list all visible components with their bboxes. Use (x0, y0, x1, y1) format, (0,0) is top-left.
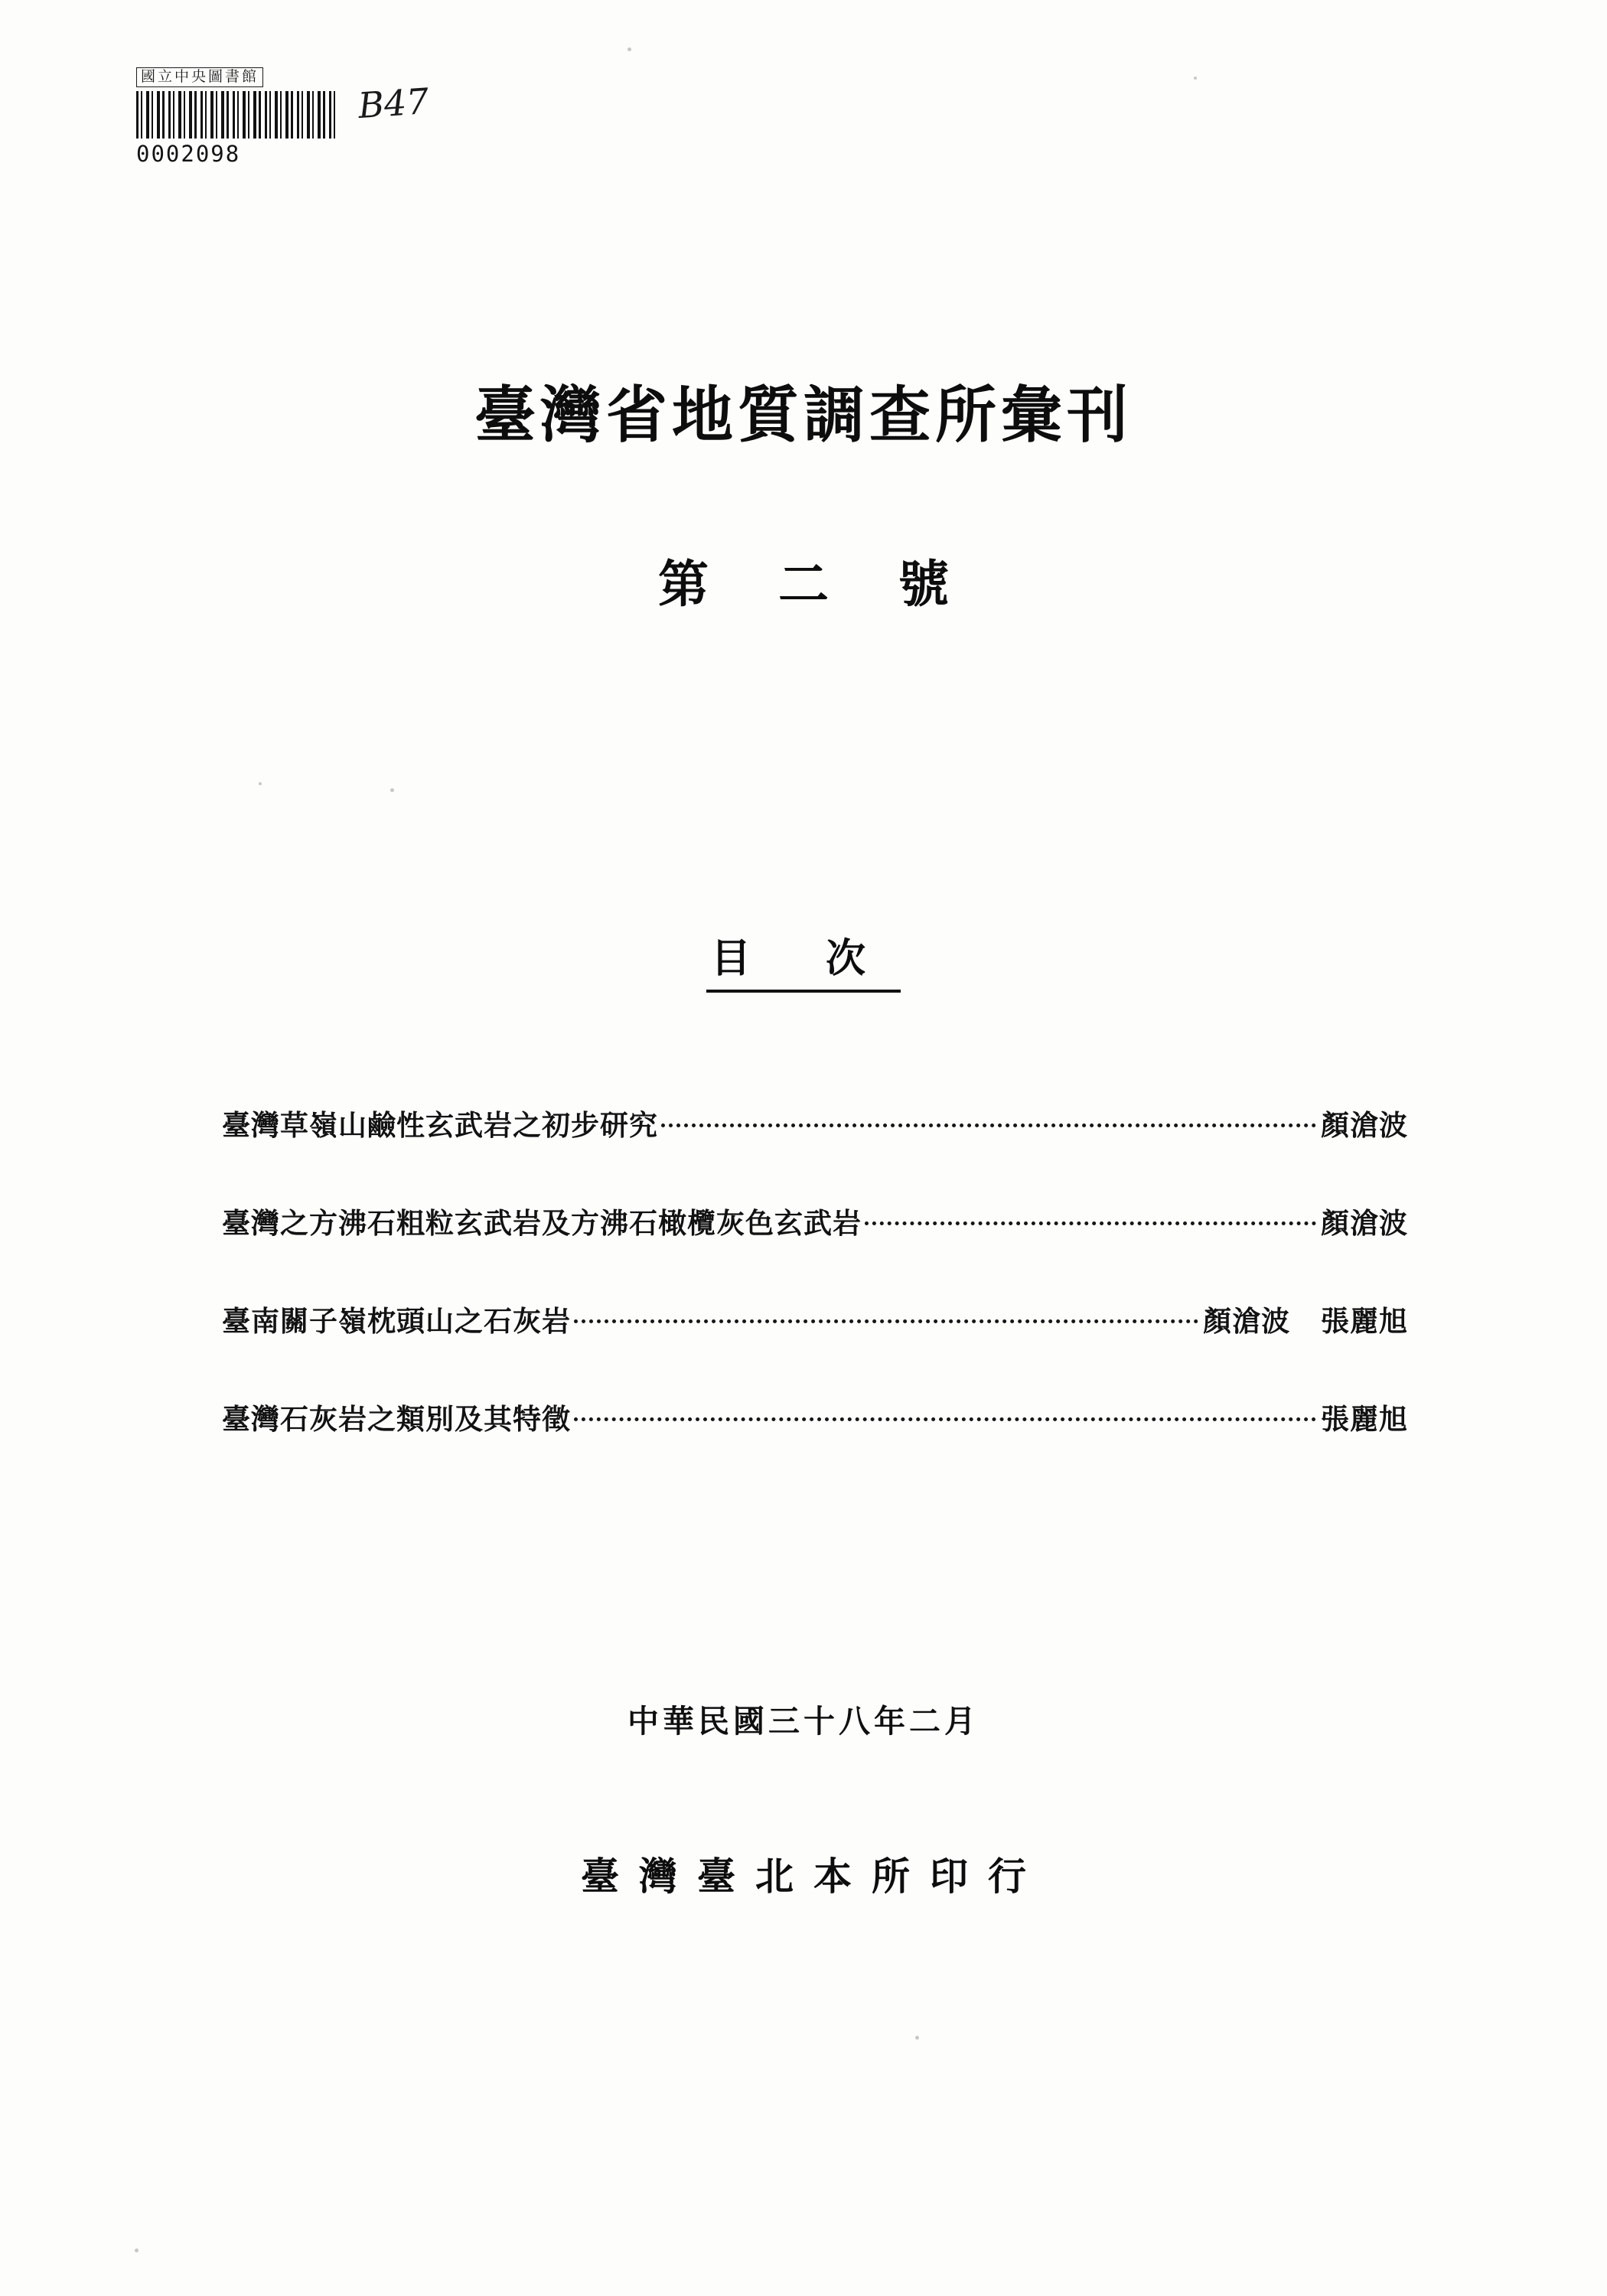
issue-number: 第 二 號 (658, 554, 975, 614)
toc-entry-title: 臺灣石灰岩之類別及其特徵 (222, 1402, 571, 1436)
toc-entry-authors (1321, 1396, 1408, 1437)
list-item (222, 1102, 1408, 1143)
contents-heading (0, 926, 1607, 983)
library-stamp-block (136, 67, 358, 167)
scan-speck (627, 47, 631, 51)
toc-entry-authors (1203, 1298, 1408, 1339)
list-item (222, 1200, 1408, 1241)
toc-entry-authors (1321, 1200, 1408, 1241)
list-item (222, 1298, 1408, 1339)
barcode-number: 0002098 (136, 141, 241, 167)
toc-leader-dots (661, 1107, 1316, 1135)
toc-entry-title: 臺南關子嶺枕頭山之石灰岩 (222, 1304, 571, 1338)
publication-date: 中華民國三十八年二月 (627, 1703, 980, 1740)
author-name: 顏滄波 (1321, 1206, 1408, 1240)
page-title: 臺灣省地質調查所彙刊 (474, 379, 1133, 451)
shelf-mark-annotation: B47 (357, 80, 431, 127)
author-name: 張麗旭 (1321, 1304, 1408, 1338)
scan-speck (1194, 77, 1197, 80)
table-of-contents (222, 1102, 1408, 1494)
author-name: 顏滄波 (1321, 1108, 1408, 1142)
library-name-stamp: 國立中央圖書館 (136, 67, 263, 87)
toc-leader-dots (574, 1401, 1316, 1429)
toc-leader-dots (865, 1205, 1316, 1233)
author-name: 張麗旭 (1321, 1402, 1408, 1436)
scan-speck (915, 2036, 919, 2040)
toc-leader-dots (574, 1303, 1198, 1331)
toc-entry-authors (1321, 1102, 1408, 1143)
author-name: 顏滄波 (1203, 1304, 1291, 1338)
contents-heading-label: 目 次 (706, 935, 901, 993)
toc-entry-title: 臺灣之方沸石粗粒玄武岩及方沸石橄欖灰色玄武岩 (222, 1206, 862, 1240)
toc-entry-title: 臺灣草嶺山鹼性玄武岩之初步研究 (222, 1108, 658, 1142)
publisher-imprint: 臺灣臺北本所印行 (581, 1854, 1046, 1899)
barcode-icon (136, 91, 337, 139)
scan-speck (390, 788, 394, 792)
scan-speck (135, 2249, 139, 2252)
list-item (222, 1396, 1408, 1437)
scan-speck (259, 782, 262, 785)
